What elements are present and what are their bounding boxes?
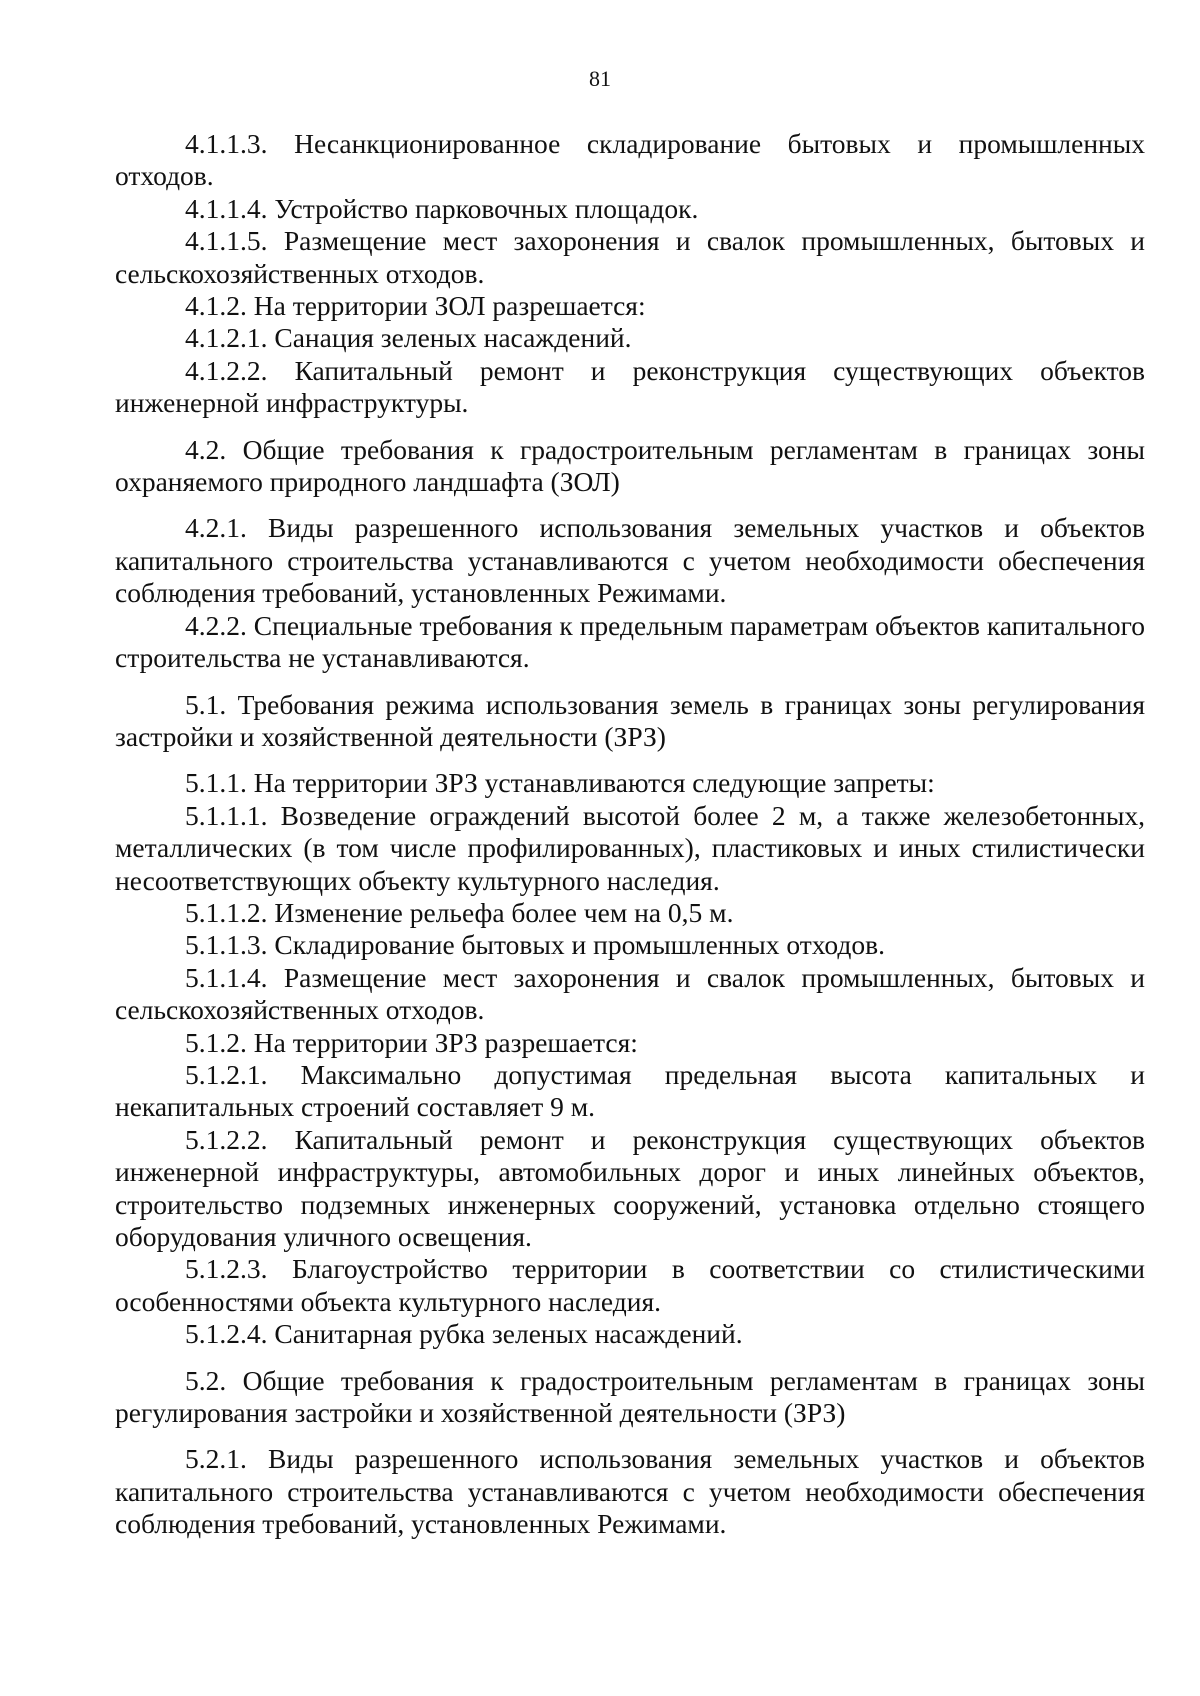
paragraph-4-1-1-3: 4.1.1.3. Несанкционированное складирование бытовых и промышленных отходов. (115, 128, 1145, 192)
paragraph-5-1-1-2: 5.1.1.2. Изменение рельефа более чем на 0,5 м. (185, 896, 734, 928)
paragraph-5-1-2: 5.1.2. На территории ЗРЗ разрешается: (185, 1026, 638, 1058)
paragraph-4-1-2: 4.1.2. На территории ЗОЛ разрешается: (185, 290, 646, 322)
paragraph-5-1-2-2: 5.1.2.2. Капитальный ремонт и реконструкция существующих объектов инженерной инфраструктуры, автомобильных дорог и иных линейных объектов, строительство подземных инженерных сооружений, установка отдельно стоящего оборудования уличного освещения. (115, 1123, 1145, 1252)
paragraph-5-1-1-3: 5.1.1.3. Складирование бытовых и промышленных отходов. (185, 929, 885, 961)
paragraph-5-1-2-3: 5.1.2.3. Благоустройство территории в соответствии со стилистическими особенностями объекта культурного наследия. (115, 1253, 1145, 1317)
paragraph-5-1-1-1: 5.1.1.1. Возведение ограждений высотой более 2 м, а также железобетонных, металлических (в том числе профилированных), пластиковых и иных стилистически несоответствующих объекту культурного наследия. (115, 799, 1145, 896)
paragraph-4-1-2-1: 4.1.2.1. Санация зеленых насаждений. (185, 322, 632, 354)
paragraph-4-2-1: 4.2.1. Виды разрешенного использования земельных участков и объектов капитального строительства устанавливаются с учетом необходимости обеспечения соблюдения требований, установленных Режимами. (115, 512, 1145, 609)
paragraph-5-1-1: 5.1.1. На территории ЗРЗ устанавливаются следующие запреты: (185, 767, 935, 799)
section-heading-4-2: 4.2. Общие требования к градостроительным регламентам в границах зоны охраняемого природного ландшафта (ЗОЛ) (115, 433, 1145, 498)
section-heading-5-2: 5.2. Общие требования к градостроительным регламентам в границах зоны регулирования застройки и хозяйственной деятельности (ЗРЗ) (115, 1364, 1145, 1429)
paragraph-5-1-2-1: 5.1.2.1. Максимально допустимая предельная высота капитальных и некапитальных строений составляет 9 м. (115, 1058, 1145, 1123)
document-body (115, 128, 1145, 1541)
paragraph-5-1-2-4: 5.1.2.4. Санитарная рубка зеленых насаждений. (185, 1318, 743, 1350)
paragraph-4-1-1-4: 4.1.1.4. Устройство парковочных площадок. (185, 192, 699, 224)
paragraph-5-2-1: 5.2.1. Виды разрешенного использования земельных участков и объектов капитального строительства устанавливаются с учетом необходимости обеспечения соблюдения требований, установленных Режимами. (115, 1443, 1145, 1540)
section-heading-5-1: 5.1. Требования режима использования земель в границах зоны регулирования застройки и хозяйственной деятельности (ЗРЗ) (115, 688, 1145, 752)
paragraph-4-2-2: 4.2.2. Специальные требования к предельным параметрам объектов капитального строительства не устанавливаются. (115, 609, 1145, 674)
paragraph-4-1-1-5: 4.1.1.5. Размещение мест захоронения и свалок промышленных, бытовых и сельскохозяйственных отходов. (115, 225, 1145, 289)
paragraph-4-1-2-2: 4.1.2.2. Капитальный ремонт и реконструкция существующих объектов инженерной инфраструктуры. (115, 354, 1145, 419)
page-number: 81 (589, 66, 611, 91)
paragraph-5-1-1-4: 5.1.1.4. Размещение мест захоронения и свалок промышленных, бытовых и сельскохозяйственных отходов. (115, 961, 1145, 1026)
